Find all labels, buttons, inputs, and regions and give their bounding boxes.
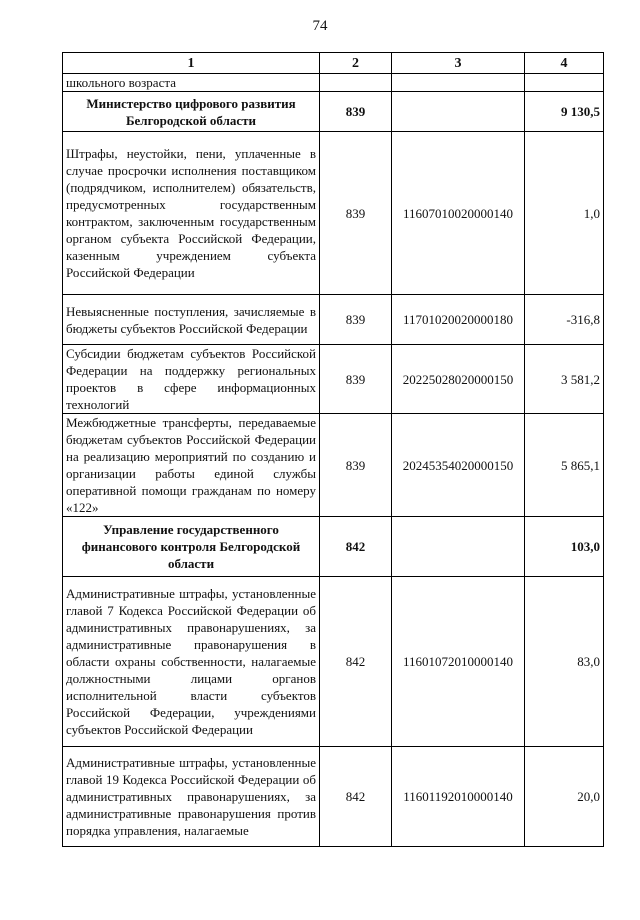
description-cell: Административные штрафы, установленные главой 7 Кодекса Российской Федерации об административных правонарушениях, за административные правонарушения в области охраны собственности, налагаемые должностными лицами органов исполнительной власти субъектов Российской Федерации, учреждениями субъектов Российской Федерации	[63, 577, 320, 747]
kbk-cell: 20225028020000150	[392, 345, 525, 414]
description-cell: Невыясненные поступления, зачисляемые в бюджеты субъектов Российской Федерации	[63, 295, 320, 345]
ministry-row	[63, 92, 604, 132]
kbk-cell: 11607010020000140	[392, 132, 525, 295]
code-cell: 842	[320, 577, 392, 747]
code-cell: 839	[320, 345, 392, 414]
amount-cell: 83,0	[525, 577, 604, 747]
description-cell: Управление государственного финансового контроля Белгородской области	[63, 517, 320, 577]
code-cell: 842	[320, 747, 392, 847]
table-row	[63, 414, 604, 517]
code-cell: 839	[320, 92, 392, 132]
kbk-cell: 11701020020000180	[392, 295, 525, 345]
amount-cell: 1,0	[525, 132, 604, 295]
header-cell: 4	[525, 53, 604, 74]
table-row	[63, 345, 604, 414]
revenue-table	[62, 52, 604, 847]
table-row	[63, 295, 604, 345]
amount-cell: 5 865,1	[525, 414, 604, 517]
kbk-cell: 11601072010000140	[392, 577, 525, 747]
continuation-row	[63, 74, 604, 92]
kbk-cell: 11601192010000140	[392, 747, 525, 847]
amount-cell	[525, 74, 604, 92]
amount-cell: 9 130,5	[525, 92, 604, 132]
ministry-row	[63, 517, 604, 577]
kbk-cell	[392, 92, 525, 132]
description-cell: Министерство цифрового развития Белгородской области	[63, 92, 320, 132]
description-cell: Штрафы, неустойки, пени, уплаченные в случае просрочки исполнения поставщиком (подрядчиком, исполнителем) обязательств, предусмотренных государственным контрактом, заключенным государственным органом субъекта Российской Федерации, казенным учреждением субъекта Российской Федерации	[63, 132, 320, 295]
description-cell: Межбюджетные трансферты, передаваемые бюджетам субъектов Российской Федерации на реализацию мероприятий по созданию и организации работы единой службы оперативной помощи гражданам по номеру «122»	[63, 414, 320, 517]
description-cell: Субсидии бюджетам субъектов Российской Федерации на поддержку региональных проектов в сфере информационных технологий	[63, 345, 320, 414]
header-cell: 2	[320, 53, 392, 74]
amount-cell: 103,0	[525, 517, 604, 577]
code-cell: 839	[320, 414, 392, 517]
code-cell: 839	[320, 295, 392, 345]
code-cell: 842	[320, 517, 392, 577]
table-row	[63, 577, 604, 747]
description-cell: школьного возраста	[63, 74, 320, 92]
table-row	[63, 132, 604, 295]
code-cell	[320, 74, 392, 92]
description-cell: Административные штрафы, установленные главой 19 Кодекса Российской Федерации об административных правонарушениях, за административные правонарушения против порядка управления, налагаемые	[63, 747, 320, 847]
code-cell: 839	[320, 132, 392, 295]
header-cell: 1	[63, 53, 320, 74]
page-number: 74	[312, 18, 328, 34]
kbk-cell	[392, 517, 525, 577]
table-row	[63, 747, 604, 847]
kbk-cell	[392, 74, 525, 92]
amount-cell: -316,8	[525, 295, 604, 345]
amount-cell: 3 581,2	[525, 345, 604, 414]
header-row	[63, 53, 604, 74]
kbk-cell: 20245354020000150	[392, 414, 525, 517]
amount-cell: 20,0	[525, 747, 604, 847]
header-cell: 3	[392, 53, 525, 74]
